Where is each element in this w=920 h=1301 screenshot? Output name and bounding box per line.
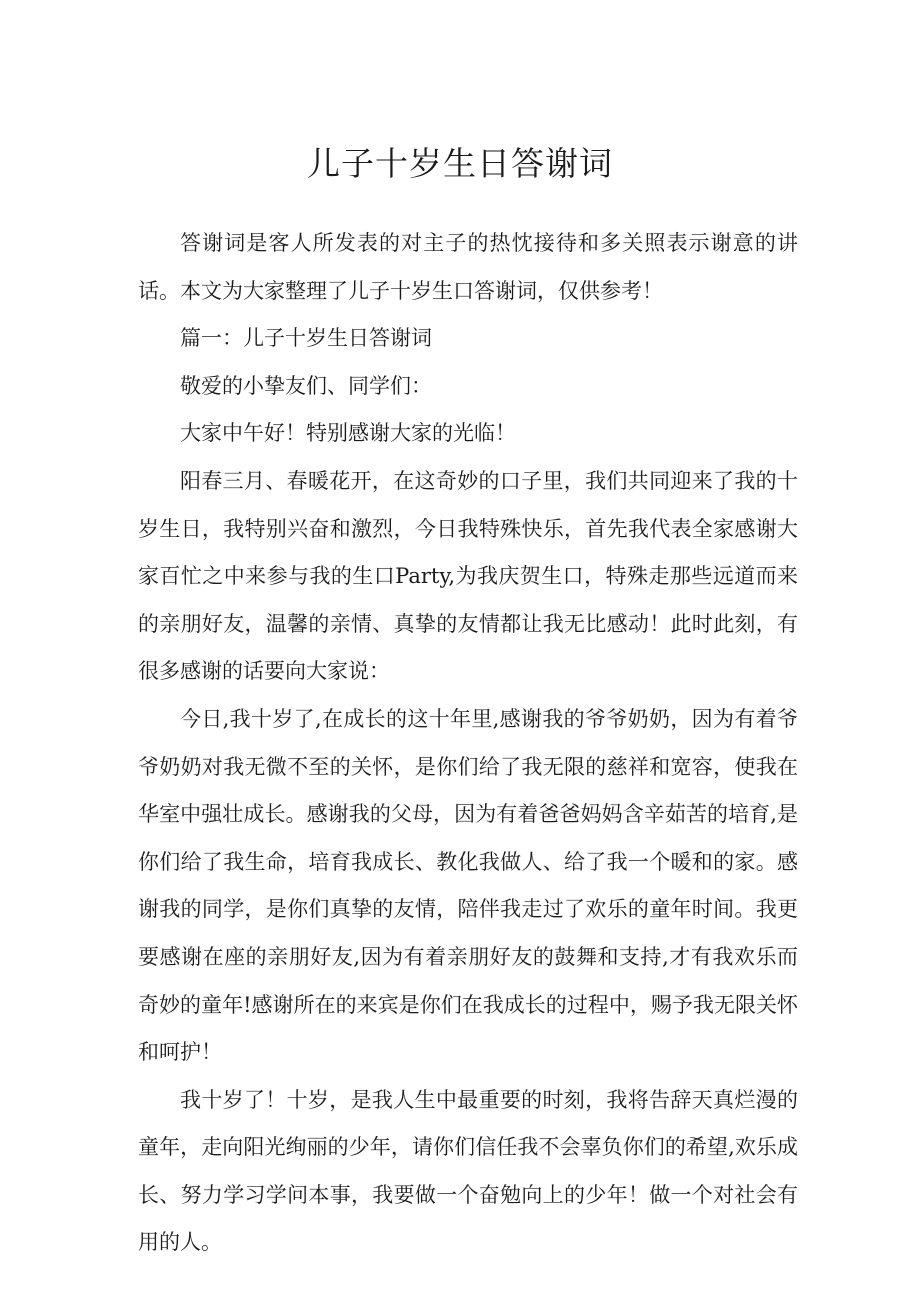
paragraph-section-heading: 篇一：儿子十岁生日答谢词 — [180, 326, 432, 351]
paragraph-intro: 答谢词是客人所发表的对主子的热忱接待和多关照表示谢意的讲话。本文为大家整理了儿子十岁生口答谢词，仅供参考！ — [138, 231, 798, 303]
paragraph-greeting: 大家中午好！特别感谢大家的光临！ — [180, 421, 516, 446]
paragraph-salutation: 敬爱的小挚友们、同学们： — [180, 373, 432, 398]
document-body — [138, 220, 798, 1267]
paragraph-thanks: 今日,我十岁了,在成长的这十年里,感谢我的爷爷奶奶，因为有着爷爷奶奶对我无微不至的关怀，是你们给了我无限的慈祥和宽容，使我在华室中强壮成长。感谢我的父母，因为有着爸爸妈妈含辛茹苦的培育,是你们给了我生命，培育我成长、教化我做人、给了我一个暖和的家。感谢我的同学，是你们真挚的友情，陪伴我走过了欢乐的童年时间。我更要感谢在座的亲朋好友,因为有着亲朋好友的鼓舞和支持,才有我欢乐而奇妙的童年!感谢所在的来宾是你们在我成长的过程中，赐予我无限关怀和呵护！ — [138, 706, 798, 1065]
paragraph-closing: 我十岁了！十岁，是我人生中最重要的时刻，我将告辞天真烂漫的童年，走向阳光绚丽的少年，请你们信任我不会辜负你们的希望,欢乐成长、努力学习学问本事，我要做一个奋勉向上的少年！做一个对社会有用的人。 — [138, 1087, 798, 1255]
document-title: 儿子十岁生日答谢词 — [307, 144, 613, 183]
paragraph-spring: 阳春三月、春暖花开，在这奇妙的口子里，我们共同迎来了我的十岁生日，我特别兴奋和激烈，今日我特殊快乐，首先我代表全家感谢大家百忙之中来参与我的生口Party,为我庆贺生口，特殊走那些远道而来的亲朋好友，温馨的亲情、真挚的友情都让我无比感动！此时此刻，有很多感谢的话要向大家说： — [138, 468, 798, 684]
